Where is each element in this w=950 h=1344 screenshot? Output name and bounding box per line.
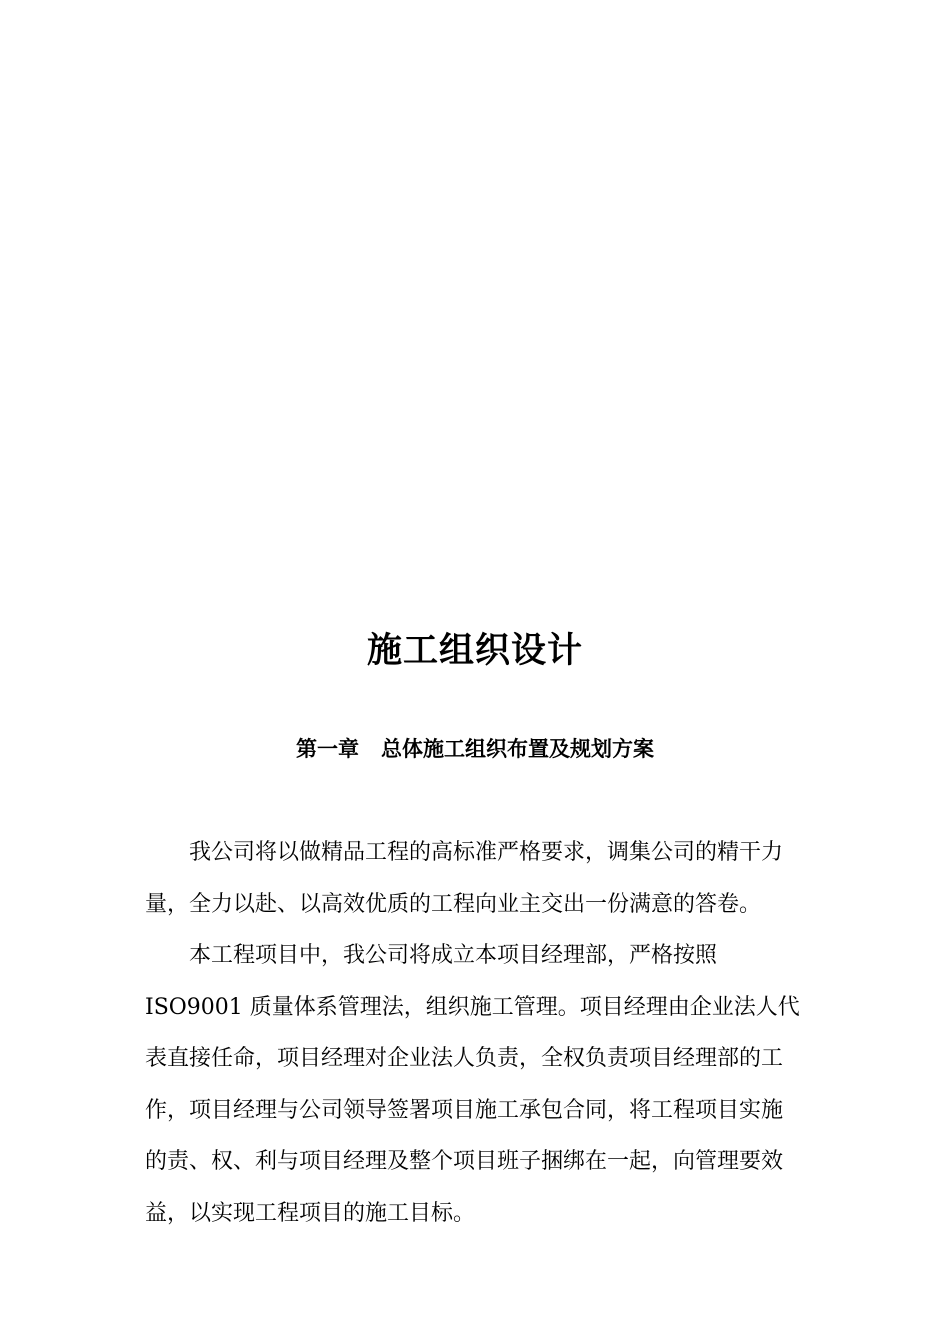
paragraph-1-line-1: 我公司将以做精品工程的高标准严格要求，调集公司的精干力 (189, 840, 784, 865)
paragraph-2-line-3: 表直接任命，项目经理对企业法人负责，全权负责项目经理部的工 (145, 1046, 784, 1071)
paragraph-2-line-2: ISO9001 质量体系管理法，组织施工管理。项目经理由企业法人代 (145, 994, 800, 1020)
body-text (145, 827, 805, 1239)
document-title: 施工组织设计 (366, 630, 583, 671)
paragraph-1-line-2: 量，全力以赴、以高效优质的工程向业主交出一份满意的答卷。 (145, 891, 762, 917)
paragraph-2-line-6: 益，以实现工程项目的施工目标。 (145, 1200, 476, 1226)
paragraph-1 (145, 827, 805, 930)
paragraph-2-line-4: 作，项目经理与公司领导签署项目施工承包合同，将工程项目实施 (145, 1097, 784, 1123)
chapter-heading: 第一章 总体施工组织布置及规划方案 (296, 736, 654, 761)
paragraph-2-line-1: 本工程项目中，我公司将成立本项目经理部，严格按照 (189, 943, 718, 968)
paragraph-2-line-5: 的责、权、利与项目经理及整个项目班子捆绑在一起，向管理要效 (145, 1149, 784, 1174)
paragraph-2 (145, 930, 805, 1239)
